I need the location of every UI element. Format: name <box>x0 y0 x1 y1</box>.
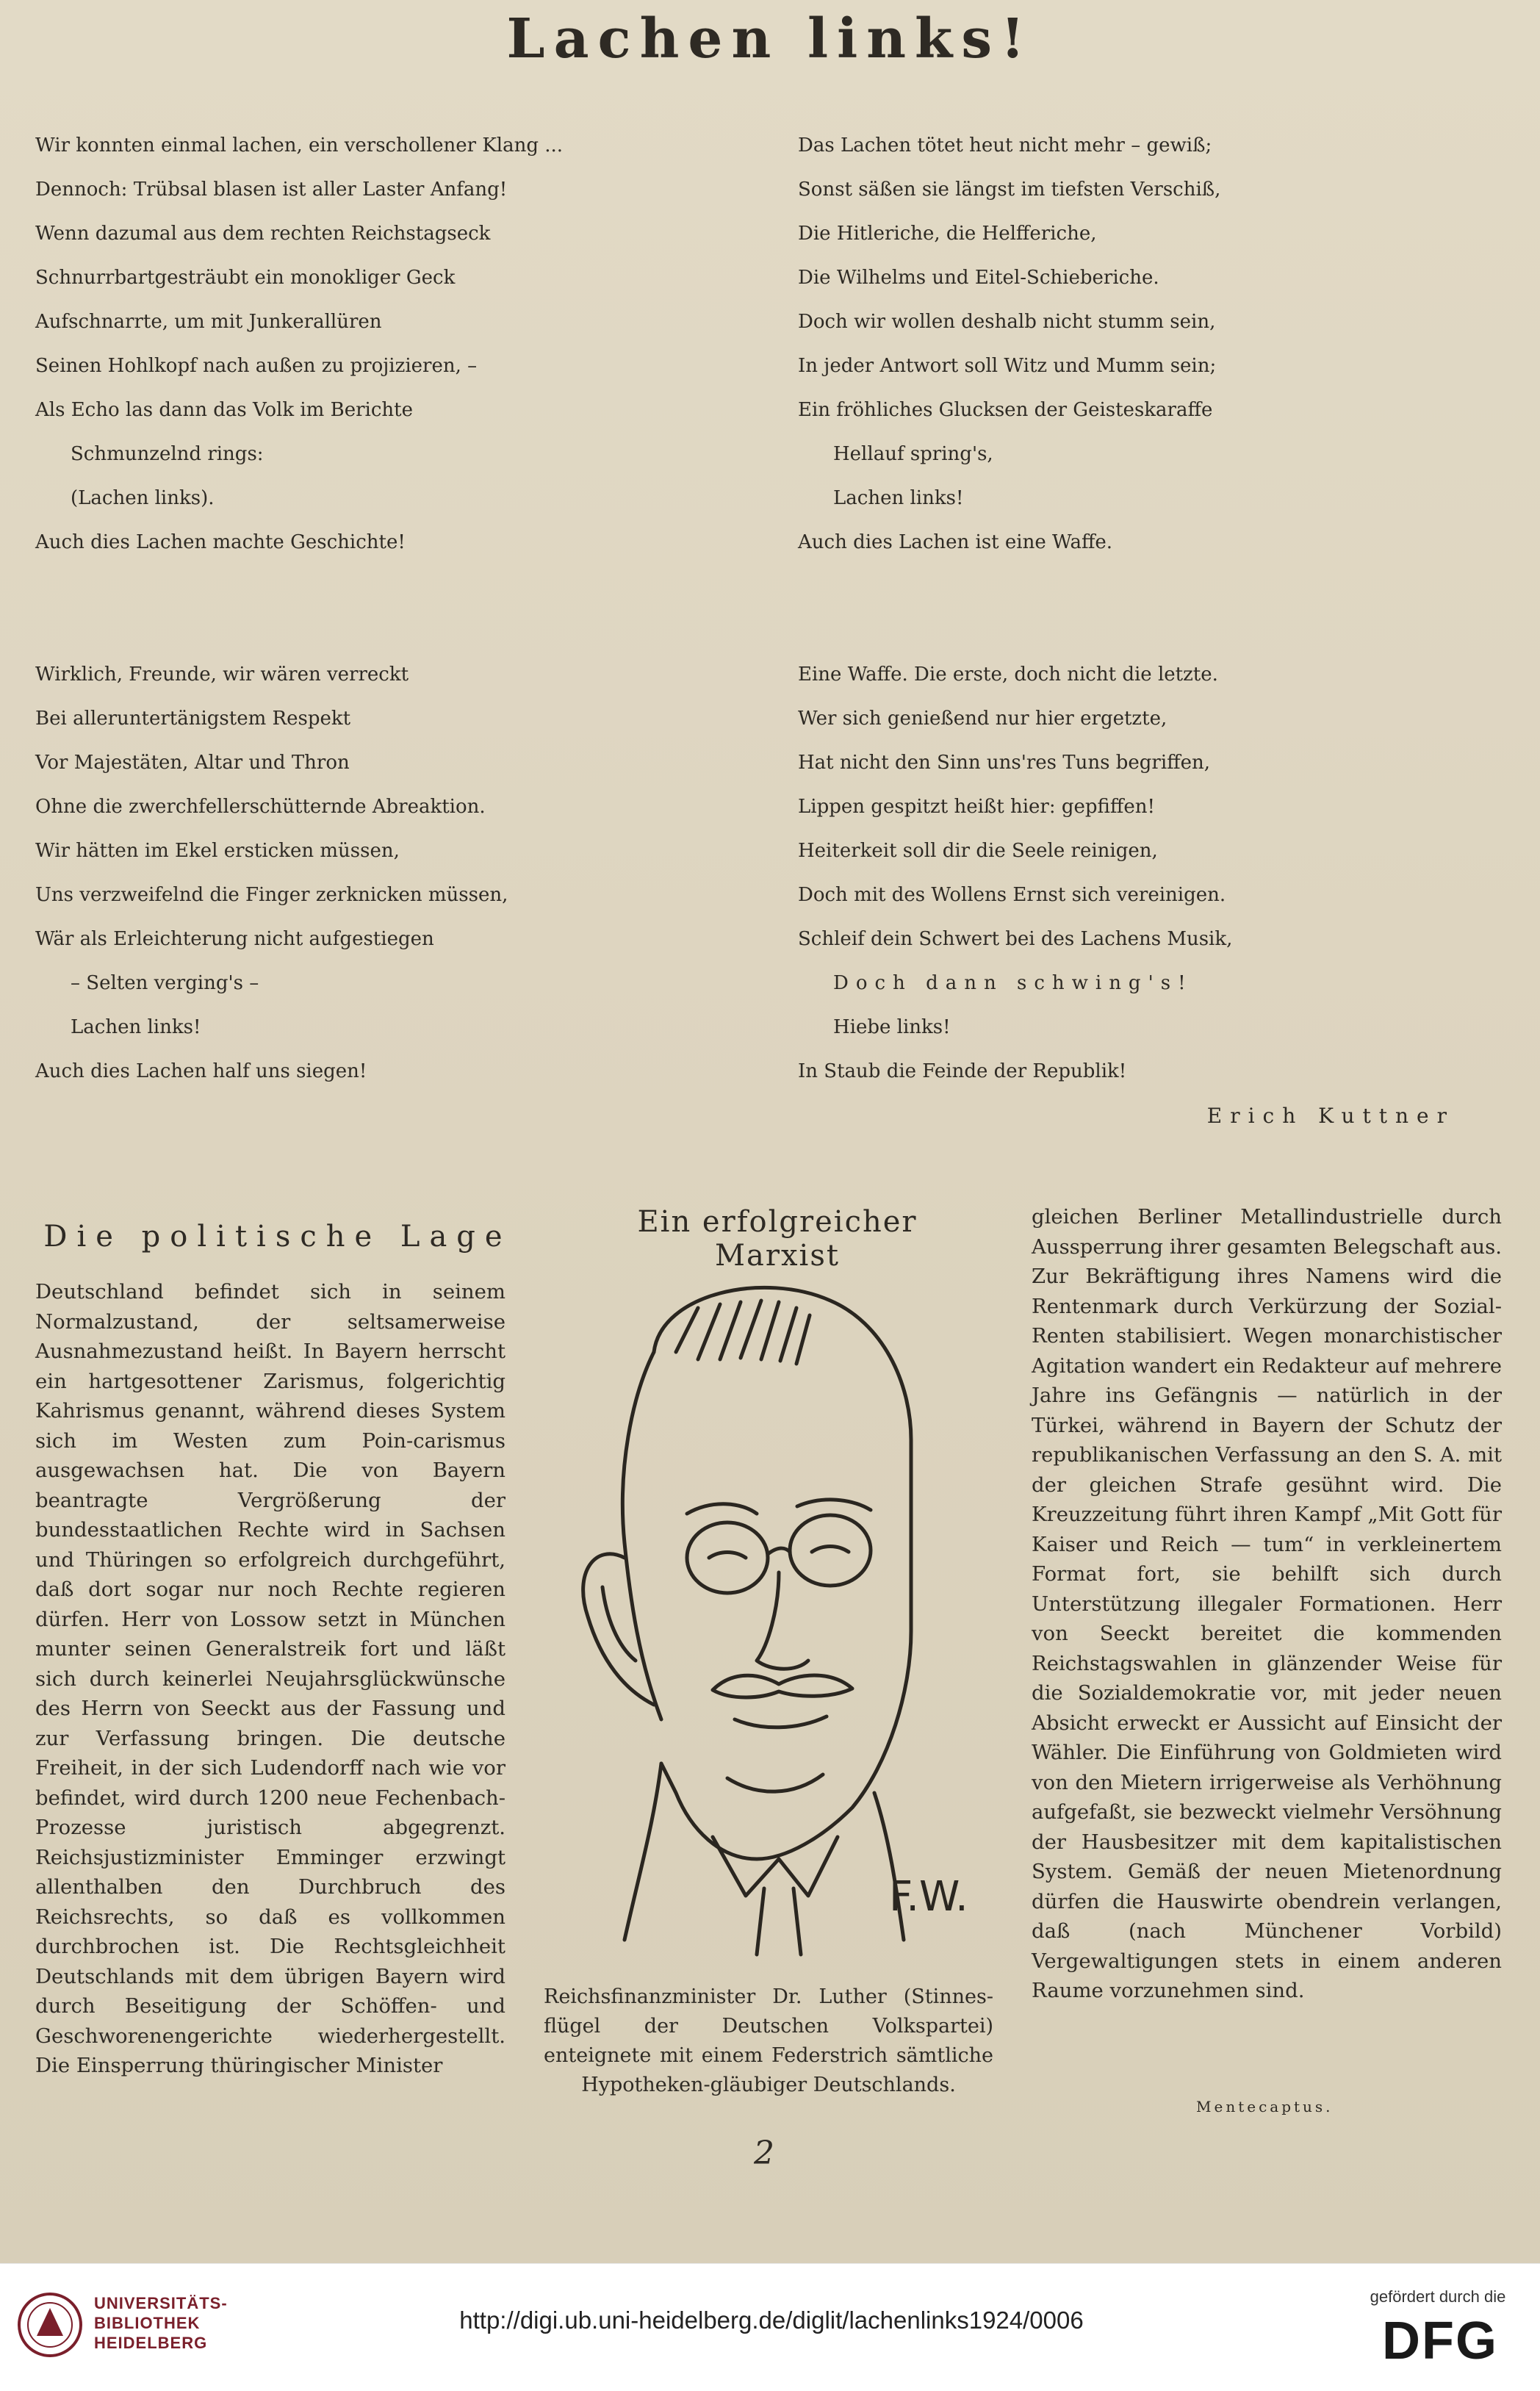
poem-verse: Auch dies Lachen machte Geschichte! <box>35 531 406 553</box>
poem-verse: Bei alleruntertänigstem Respekt <box>35 708 351 730</box>
poem-verse: In Staub die Feinde der Republik! <box>798 1060 1127 1082</box>
right-lens <box>790 1515 871 1586</box>
page-title: Lachen links! <box>506 7 1034 71</box>
library-line-3: HEIDELBERG <box>94 2334 208 2352</box>
poem-verse: – Selten verging's – <box>71 972 259 994</box>
poem-verse: Schmunzelnd rings: <box>71 443 264 465</box>
page-number: 2 <box>754 2135 774 2172</box>
poem-verse: (Lachen links). <box>71 487 215 509</box>
ear-outline <box>583 1554 654 1705</box>
poem-verse: Doch mit des Wollens Ernst sich vereinigen. <box>798 884 1226 906</box>
poem-verse: Heiterkeit soll dir die Seele reinigen, <box>798 840 1158 862</box>
poem-verse: Dennoch: Trübsal blasen ist aller Laster Anfang! <box>35 179 508 201</box>
poem-verse: Hat nicht den Sinn uns'res Tuns begriffen, <box>798 752 1211 774</box>
poem-verse: Schleif dein Schwert bei des Lachens Musik, <box>798 928 1233 950</box>
poem-verse: Hellauf spring's, <box>833 443 993 465</box>
mustache <box>713 1675 852 1697</box>
poem-verse: Wär als Erleichterung nicht aufgestiegen <box>35 928 434 950</box>
poem-verse: In jeder Antwort soll Witz und Mumm sein; <box>798 355 1217 377</box>
poem-verse: Wirklich, Freunde, wir wären verreckt <box>35 664 409 686</box>
poem-verse: Schnurrbartgesträubt ein monokliger Geck <box>35 267 456 289</box>
poem-verse: Eine Waffe. Die erste, doch nicht die letzte. <box>798 664 1218 686</box>
politics-article-column-3: gleichen Berliner Metallindustrielle durch Aussperrung ihrer gesamten Belegschaft aus. Zur Bekräftigung ihres Namens wird die Rentenmark durch Verkürzung der Sozial-Renten stabilisiert. Wegen monarchistischer Agitation wandert ein Redakteur auf mehrere Jahre ins Gefängnis — natürlich in der Türkei, während in Bayern der Schutz der republikanischen Verfassung an den S. A. mit der gleichen Strafe gesühnt wird. Die Kreuzzeitung führt ihren Kampf „Mit Gott für Kaiser und Reich — tum“ in verkleinertem Format fort, sie behilft sich durch Unterstützung illegaler Formationen. Herr von Seeckt bereitet die kommenden Reichstagswahlen in glänzender Weise für die Sozialdemokratie vor, mit jeder neuen Absicht erweckt er Aussicht auf Einsicht der Wähler. Die Einführung von Goldmieten wird von den Mietern irrigerweise als Verhöhnung aufgefaßt, sie bezweckt vielmehr Versöhnung der Hausbesitzer mit dem kapitalistischen System. Gemäß der neuen Mietenordnung dürfen die Hauswirte obendrein verlangen, daß (nach Münchener Vorbild) Vergewaltigungen stets in einem anderen Raume vorzunehmen sind. <box>1032 1205 1502 2002</box>
poem-verse: Hiebe links! <box>833 1016 951 1038</box>
poem-verse: Sonst säßen sie längst im tiefsten Verschiß, <box>798 179 1221 201</box>
poem-verse: Lippen gespitzt heißt hier: gepfiffen! <box>798 796 1155 818</box>
poem-verse: Ohne die zwerchfellerschütternde Abreaktion. <box>35 796 486 818</box>
chin <box>727 1775 823 1791</box>
university-seal-icon[interactable] <box>15 2284 85 2365</box>
politics-article-signature: Mentecaptus. <box>1196 2098 1334 2115</box>
artist-initials: F.W. <box>889 1873 968 1921</box>
right-brow <box>797 1500 871 1510</box>
poem-stanza <box>35 123 777 564</box>
hair-strokes <box>676 1301 810 1364</box>
library-line-1: UNIVERSITÄTS- <box>94 2294 228 2312</box>
dfg-logo[interactable] <box>1367 2311 1514 2371</box>
poem-verse: Wir konnten einmal lachen, ein verschollener Klang ... <box>35 134 564 157</box>
poem-verse: Auch dies Lachen half uns siegen! <box>35 1060 367 1082</box>
poem-verse: Das Lachen tötet heut nicht mehr – gewiß; <box>798 134 1212 157</box>
viewer-footer <box>0 2263 1540 2391</box>
collar-left <box>625 1763 661 1940</box>
left-eye <box>709 1553 746 1558</box>
cartoon-caption: Reichsfinanzminister Dr. Luther (Stinnes-flügel der Deutschen Volkspartei) enteignete mit einem Federstrich sämtliche Hypotheken-gläubiger Deutschlands. <box>544 1985 993 2096</box>
poem-verse: Vor Majestäten, Altar und Thron <box>35 752 350 774</box>
tie <box>757 1888 801 1955</box>
mouth <box>735 1716 827 1727</box>
left-brow <box>687 1504 757 1514</box>
glasses-bridge <box>768 1548 790 1554</box>
left-cheek <box>622 1352 661 1719</box>
poem-stanza <box>35 652 777 1093</box>
poem-verse: Die Hitleriche, die Helfferiche, <box>798 223 1097 245</box>
politics-article-title: Die politische Lage <box>43 1220 512 1254</box>
poem-verse: Doch dann schwing's! <box>833 972 1193 994</box>
caricature-drawing <box>544 1249 992 1969</box>
cartoon-title: Ein erfolgreicher Marxist <box>637 1205 918 1273</box>
poem-verse: Doch wir wollen deshalb nicht stumm sein, <box>798 311 1216 333</box>
poem-right-column <box>798 123 1540 1182</box>
poem-verse: Wenn dazumal aus dem rechten Reichstagseck <box>35 223 491 245</box>
poem-stanza <box>798 123 1540 564</box>
poem-author: Erich Kuttner <box>1206 1104 1455 1128</box>
collar-edge <box>713 1837 838 1896</box>
poem-verse: Aufschnarrte, um mit Junkerallüren <box>35 311 382 333</box>
dfg-logo-text: DFG <box>1382 2312 1498 2370</box>
permalink-url[interactable]: http://digi.ub.uni-heidelberg.de/diglit/lachenlinks1924/0006 <box>459 2306 1084 2334</box>
poem-stanza <box>798 652 1540 1093</box>
poem-verse: Seinen Hohlkopf nach außen zu projizieren, – <box>35 355 478 377</box>
poem-verse: Als Echo las dann das Volk im Berichte <box>35 399 413 421</box>
university-library-name[interactable] <box>94 2293 228 2353</box>
poem-verse: Auch dies Lachen ist eine Waffe. <box>798 531 1113 553</box>
poem-verse: Ein fröhliches Glucksen der Geisteskaraffe <box>798 399 1213 421</box>
poem-verse: Uns verzweifelnd die Finger zerknicken müssen, <box>35 884 508 906</box>
poem-verse: Wir hätten im Ekel ersticken müssen, <box>35 840 400 862</box>
right-eye <box>812 1547 849 1553</box>
funding-caption: gefördert durch die <box>1370 2287 1506 2306</box>
left-lens <box>687 1522 768 1593</box>
poem-verse: Lachen links! <box>833 487 964 509</box>
nose <box>757 1572 808 1669</box>
politics-article-column-1: Deutschland befindet sich in seinem Normalzustand, der seltsamerweise Ausnahmezustand heißt. In Bayern herrscht ein hartgesottener Zarismus, folgerichtig Kahrismus genannt, während dieses System sich im Westen zum Poin-carismus ausgewachsen hat. Die von Bayern beantragte Vergrößerung der bundesstaatlichen Rechte wird in Sachsen und Thüringen so erfolgreich durchgeführt, daß dort sogar nur noch Rechte regieren dürfen. Herr von Lossow setzt in München munter seinen Generalstreik fort und läßt sich durch keinerlei Neujahrsglückwünsche des Herrn von Seeckt aus der Fassung und zur Verfassung bringen. Die deutsche Freiheit, in der sich Ludendorff nach wie vor befindet, wird durch 1200 neue Fechenbach-Prozesse juristisch abgegrenzt. Reichsjustizminister Emminger erzwingt allenthalben den Durchbruch des Reichsrechts, so daß es vollkommen durchbrochen ist. Die Rechtsgleichheit Deutschlands mit dem übrigen Bayern wird durch Beseitigung der Schöffen- und Geschworenengerichte wiederhergestellt. Die Einsperrung thüringischer Minister <box>35 1280 505 2077</box>
poem-verse: Die Wilhelms und Eitel-Schieberiche. <box>798 267 1159 289</box>
poem-verse: Wer sich genießend nur hier ergetzte, <box>798 708 1167 730</box>
poem-verse: Lachen links! <box>71 1016 201 1038</box>
poem-left-column <box>35 123 777 1182</box>
library-line-2: BIBLIOTHEK <box>94 2314 201 2332</box>
